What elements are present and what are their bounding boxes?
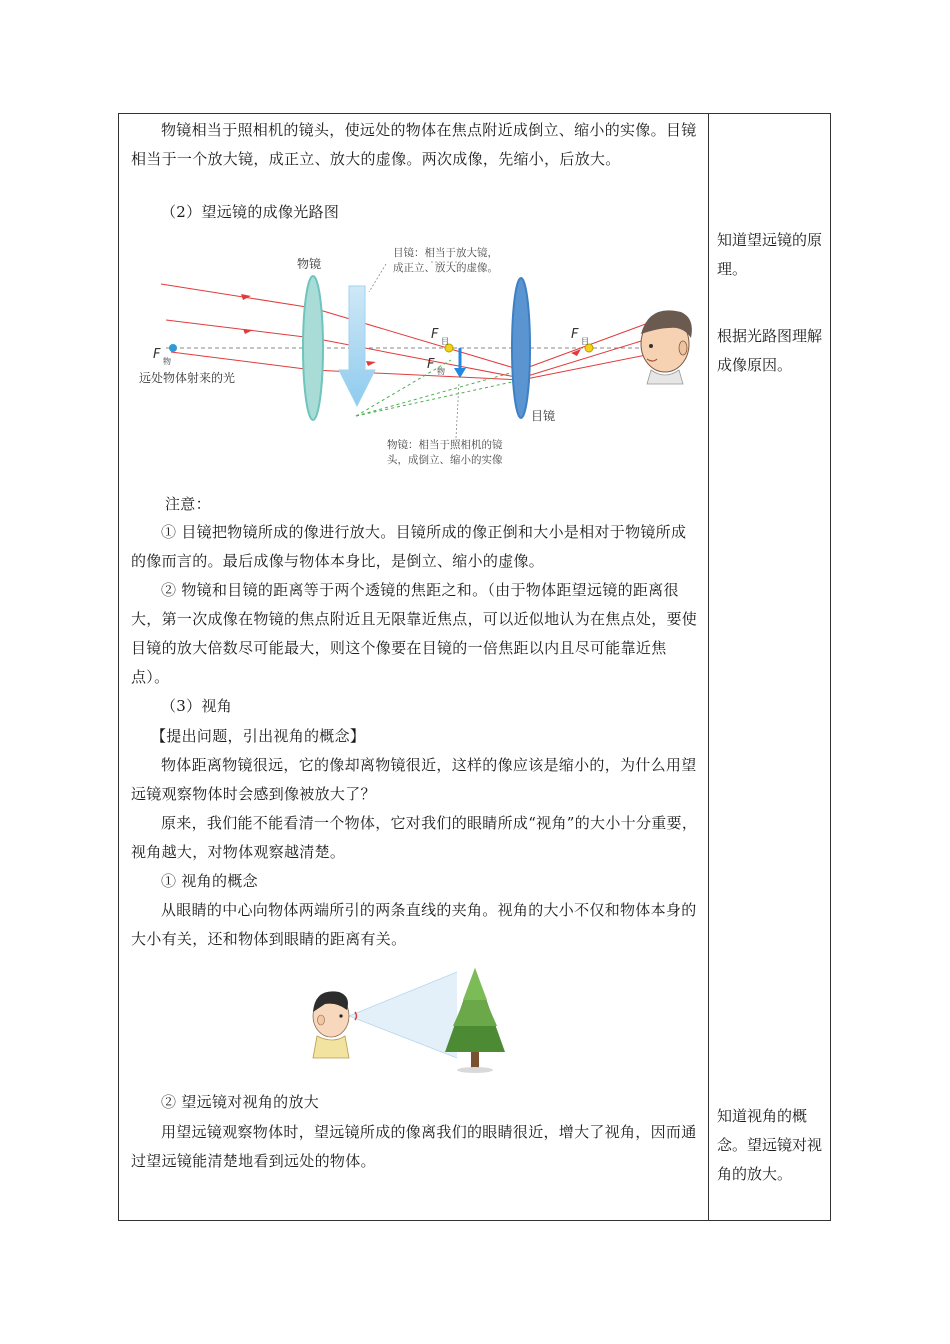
eyepiece-lens	[512, 278, 530, 418]
middle-ray	[313, 308, 521, 370]
heading-imaging-diagram: （2）望远镜的成像光路图	[161, 203, 340, 221]
side-note-telescope-principle: 知道望远镜的原理。	[717, 231, 823, 278]
heading-visual-angle: （3）视角	[161, 697, 233, 715]
side-note-light-path: 根据光路图理解成像原因。	[717, 327, 823, 374]
boy-illustration	[313, 991, 349, 1058]
virtual-image-line	[356, 380, 521, 416]
objective-lens	[303, 276, 323, 420]
note-eyepiece-line2: 成正立、放大的虚像。	[393, 262, 498, 274]
virtual-image-line	[356, 370, 521, 416]
observer-face-illustration	[641, 310, 692, 384]
focus-label-objective-inner: F	[427, 357, 435, 372]
concept-title: ① 视角的概念	[161, 872, 258, 890]
sight-cone	[349, 972, 457, 1058]
focus-label-eyepiece-left: F	[431, 327, 439, 342]
teaching-notes-column	[709, 114, 831, 1220]
magnify-title: ② 望远镜对视角的放大	[161, 1093, 320, 1111]
ray-arrow	[366, 361, 376, 366]
telescope-light-path-diagram	[131, 242, 699, 482]
visual-angle-illustration	[289, 966, 529, 1078]
light-source-label: 远处物体射来的光	[139, 371, 236, 385]
ray-arrow	[241, 294, 251, 300]
label-objective: 物镜	[297, 257, 322, 271]
ray-arrow	[243, 329, 253, 334]
focus-label-eyepiece-right: F	[571, 327, 579, 342]
objective-paragraph: 物镜相当于照相机的镜头，使远处的物体在焦点附近成倒立、缩小的实像。目镜相当于一个放大镜，成正立、放大的虚像。两次成像，先缩小，后放大。	[131, 121, 697, 168]
svg-text:物: 物	[437, 367, 445, 376]
attention-title: 注意：	[165, 495, 211, 513]
answer-paragraph: 原来，我们能不能看清一个物体，它对我们的眼睛所成“视角”的大小十分重要，视角越大，对物体观察越清楚。	[131, 814, 698, 861]
magnify-paragraph: 用望远镜观察物体时，望远镜所成的像离我们的眼睛很近，增大了视角，因而通过望远镜能清楚地看到远处的物体。	[131, 1123, 697, 1170]
attention-point-1: ① 目镜把物镜所成的像进行放大。目镜所成的像正倒和大小是相对于物镜所成的像而言的。最后成像与物体本身比，是倒立、缩小的虚像。	[131, 523, 687, 570]
content-column	[119, 114, 708, 1220]
question-paragraph: 物体距离物镜很远，它的像却离物镜很近，这样的像应该是缩小的，为什么用望远镜观察物体时会感到像被放大了？	[131, 756, 697, 803]
question-title: 【提出问题，引出视角的概念】	[151, 727, 366, 745]
incoming-ray	[166, 320, 313, 338]
note-objective-line2: 头，成倒立、缩小的实像	[387, 454, 503, 466]
side-note-visual-angle: 知道视角的概念。望远镜对视角的放大。	[717, 1107, 823, 1183]
note-objective-line1: 物镜：相当于照相机的镜	[387, 439, 503, 451]
svg-text:目: 目	[441, 337, 449, 346]
svg-text:目: 目	[581, 337, 589, 346]
focus-label-objective: F	[153, 347, 161, 362]
svg-text:物: 物	[163, 357, 171, 366]
inverted-image-arrow	[339, 286, 375, 406]
concept-paragraph: 从眼睛的中心向物体两端所引的两条直线的夹角。视角的大小不仅和物体本身的大小有关，还和物体到眼睛的距离有关。	[131, 901, 697, 948]
attention-point-2: ② 物镜和目镜的距离等于两个透镜的焦距之和。（由于物体距望远镜的距离很大，第一次成像在物镜的焦点附近且无限靠近焦点，可以近似地认为在焦点处，要使目镜的放大倍数尽可能最大，则这个像要在目镜的一倍焦距以内且尽可能靠近焦点）。	[131, 581, 698, 686]
note-eyepiece-line1: 目镜：相当于放大镜，	[393, 247, 498, 259]
lesson-table	[118, 113, 831, 1221]
incoming-ray	[161, 284, 313, 308]
incoming-ray	[171, 352, 313, 370]
focus-point-objective	[169, 344, 177, 352]
label-eyepiece: 目镜	[531, 409, 556, 423]
